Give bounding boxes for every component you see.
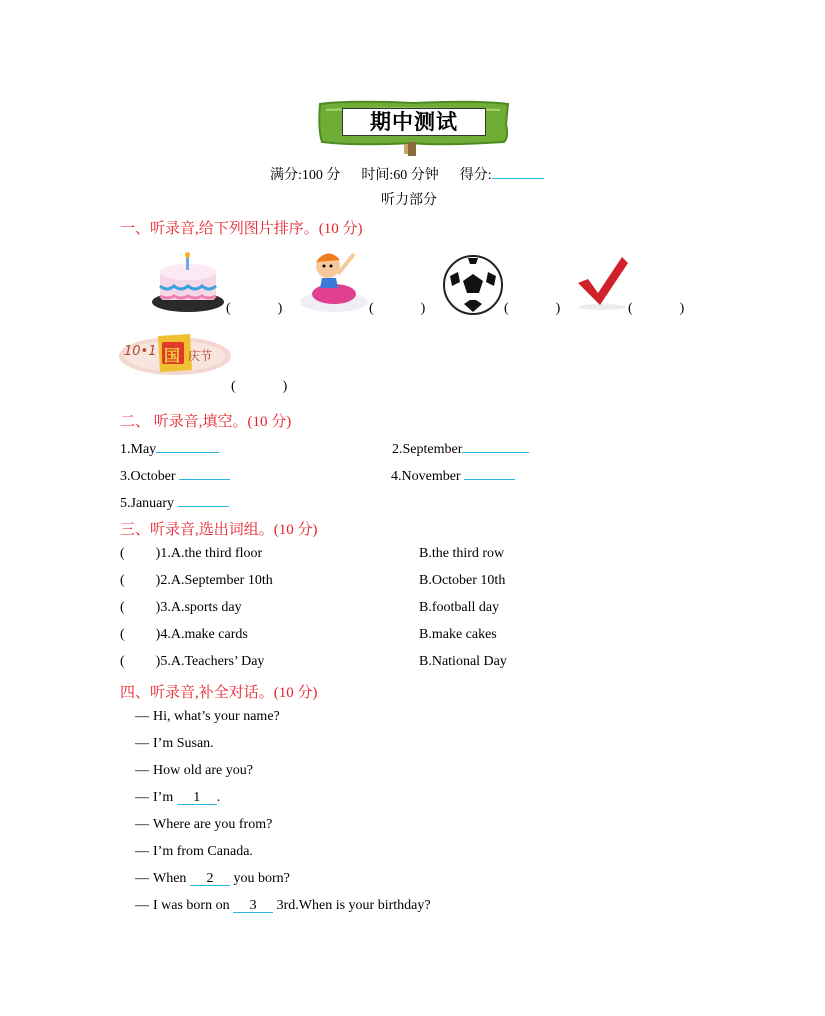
- dialog-line: — When 2 you born?: [135, 871, 290, 886]
- score-line: [270, 164, 544, 184]
- paren-open: (: [231, 379, 236, 394]
- choice-row: ( )3.A.sports day: [120, 600, 242, 615]
- badge-date: 10•1: [124, 344, 157, 359]
- paren-open: (: [369, 301, 374, 316]
- dialog-line: — I’m from Canada.: [135, 844, 253, 859]
- dialog-line: — I’m Susan.: [135, 736, 214, 751]
- fill-item-1: 1.May: [120, 438, 219, 458]
- child-on-cloud-icon: [298, 242, 370, 314]
- paren-close: ): [420, 301, 426, 316]
- choice-row: ( )2.A.September 10th: [120, 573, 273, 588]
- dialog-line: — How old are you?: [135, 763, 253, 778]
- option-a[interactable]: )5.A.Teachers’ Day: [155, 654, 265, 669]
- option-b[interactable]: B.football day: [419, 600, 500, 615]
- page-title: 期中测试: [342, 108, 486, 136]
- subtitle: 听力部分: [381, 193, 437, 208]
- dialog-line: — I was born on 3 3rd.When is your birthday?: [135, 898, 431, 913]
- national-day-badge: [118, 330, 232, 376]
- option-b[interactable]: B.make cakes: [419, 627, 497, 642]
- answer-blank-3[interactable]: 3: [233, 898, 273, 913]
- dialog-line: — I’m 1 .: [135, 790, 221, 805]
- fill-item-2: 2.September: [392, 438, 529, 458]
- paren-open: (: [226, 301, 231, 316]
- score-blank[interactable]: [492, 164, 544, 179]
- fill-blank[interactable]: [156, 438, 219, 453]
- choice-row: ( )5.A.Teachers’ Day: [120, 654, 265, 669]
- section4-heading: 四、听录音,补全对话。(10 分): [120, 685, 318, 701]
- section1-heading: 一、听录音,给下列图片排序。(10 分): [120, 221, 363, 237]
- option-a[interactable]: )1.A.the third floor: [155, 546, 263, 561]
- paren-close: ): [679, 301, 685, 316]
- option-a[interactable]: )4.A.make cards: [155, 627, 248, 642]
- option-a[interactable]: )3.A.sports day: [155, 600, 242, 615]
- dialog-line: — Hi, what’s your name?: [135, 709, 280, 724]
- check-mark-icon: [574, 253, 630, 313]
- paren-close: ): [277, 301, 283, 316]
- paren-close: ): [555, 301, 561, 316]
- badge-char: 国: [164, 346, 181, 365]
- answer-blank-1[interactable]: 1: [177, 790, 217, 805]
- paren-open: (: [504, 301, 509, 316]
- fill-blank[interactable]: [178, 492, 229, 507]
- title-board: [316, 100, 510, 144]
- option-b[interactable]: B.National Day: [419, 654, 507, 669]
- fill-blank[interactable]: [179, 465, 230, 480]
- fill-item-5: 5.January: [120, 492, 229, 512]
- soccer-ball-icon: [442, 254, 504, 316]
- paren-close: ): [282, 379, 288, 394]
- choice-row: ( )4.A.make cards: [120, 627, 248, 642]
- option-b[interactable]: B.the third row: [419, 546, 505, 561]
- answer-blank-2[interactable]: 2: [190, 871, 230, 886]
- dialog-line: — Where are you from?: [135, 817, 273, 832]
- time-limit: 时间:60 分钟: [361, 168, 439, 183]
- fill-item-3: 3.October: [120, 465, 230, 485]
- fill-item-4: 4.November: [391, 465, 515, 485]
- option-a[interactable]: )2.A.September 10th: [155, 573, 273, 588]
- full-marks: 满分:100 分: [270, 168, 341, 183]
- score-label: 得分:: [459, 168, 492, 183]
- fill-blank[interactable]: [464, 465, 515, 480]
- birthday-cake-icon: [150, 252, 228, 316]
- choice-row: ( )1.A.the third floor: [120, 546, 263, 561]
- section2-heading: 二、 听录音,填空。(10 分): [120, 414, 292, 430]
- option-b[interactable]: B.October 10th: [419, 573, 506, 588]
- section3-heading: 三、听录音,选出词组。(10 分): [120, 522, 318, 538]
- paren-open: (: [628, 301, 633, 316]
- badge-suffix: 庆节: [188, 349, 213, 363]
- fill-blank[interactable]: [462, 438, 529, 453]
